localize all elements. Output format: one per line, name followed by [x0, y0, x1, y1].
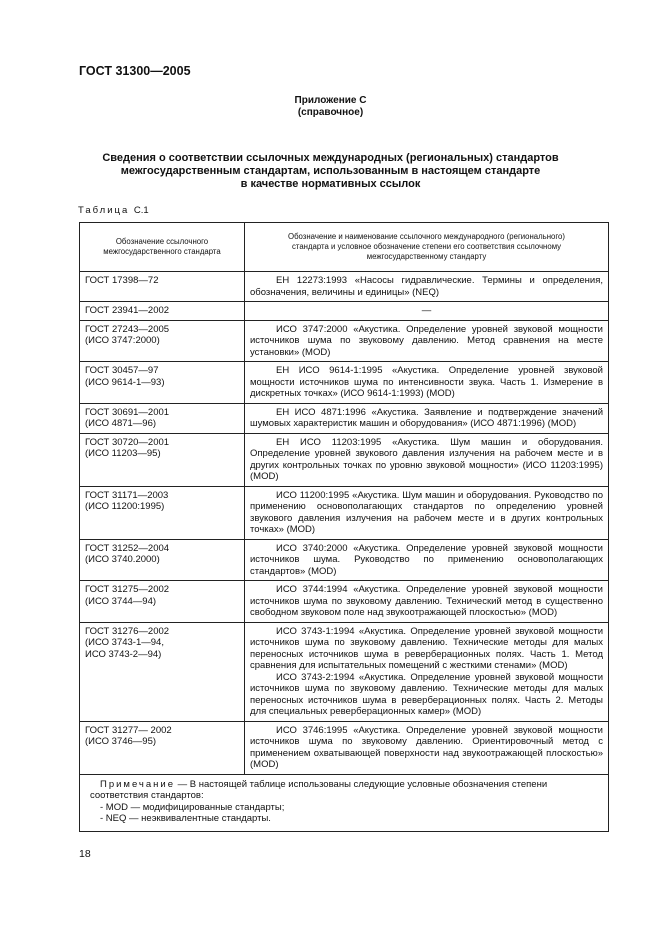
annex-title: Приложение С — [294, 95, 367, 106]
correspondence-table — [79, 222, 609, 832]
standard-cell: ИСО 11200:1995 «Акустика. Шум машин и оборудования. Руководство по применению основополагающих стандартов по определению уровней звукового давления излучения на рабочем месте и в других контрольных точках» (MOD) — [245, 486, 609, 539]
table-note-row — [80, 774, 609, 831]
standard-cell: — — [245, 302, 609, 321]
table-row — [80, 622, 609, 721]
gost-cell: ГОСТ 31276—2002 (ИСО 3743-1—94, ИСО 3743-2—94) — [80, 622, 245, 721]
gost-cell: ГОСТ 31277— 2002 (ИСО 3746—95) — [80, 721, 245, 774]
table-label-word: Таблица — [78, 205, 130, 216]
standard-cell — [245, 622, 609, 721]
table-row — [80, 320, 609, 362]
note-item: - NEQ — неэквивалентные стандарты. — [100, 813, 271, 824]
table-row — [80, 433, 609, 486]
table-row — [80, 721, 609, 774]
column-header-gost: Обозначение ссылочного межгосударственного стандарта — [80, 223, 245, 272]
table-row — [80, 539, 609, 581]
gost-cell: ГОСТ 30691—2001 (ИСО 4871—96) — [80, 403, 245, 433]
section-title — [80, 152, 581, 191]
table-label — [78, 205, 149, 216]
standard-paragraph: ИСО 3743-2:1994 «Акустика. Определение уровней звуковой мощности источников шума по звуковому давлению. Технические методы для малых переносных источников шума в реверберационных полях. Часть 2. Методы для специальных реверберационных камер» (MOD) — [250, 671, 603, 717]
standard-paragraph: ИСО 3743-1:1994 «Акустика. Определение уровней звуковой мощности источников шума по звуковому давлению. Технические методы для малых переносных источников шума в реверберационных полях. Часть 1. Метод сравнения для испытательных помещений с жесткими стенами» (MOD) — [250, 625, 603, 671]
standard-cell: ЕН 12273:1993 «Насосы гидравлические. Термины и определения, обозначения, величины и единицы» (NEQ) — [245, 272, 609, 302]
standard-cell: ИСО 3747:2000 «Акустика. Определение уровней звуковой мощности источников шума по звуковому давлению. Метод сравнения на месте установки» (MOD) — [245, 320, 609, 362]
note-label: Примечание — [100, 778, 175, 790]
standard-cell: ЕН ИСО 11203:1995 «Акустика. Шум машин и оборудования. Определение уровней звукового давления излучения на рабочем месте и в других контрольных точках по уровню звуковой мощности» (ИСО 11203:1995) (MOD) — [245, 433, 609, 486]
note-item: - MOD — модифицированные стандарты; — [100, 801, 285, 813]
page-number: 18 — [79, 848, 91, 860]
gost-cell: ГОСТ 31171—2003 (ИСО 11200:1995) — [80, 486, 245, 539]
note-text — [90, 779, 598, 802]
note-body: — В настоящей таблице использованы следующие условные обозначения степени соответствия стандартов: — [90, 778, 548, 801]
gost-cell: ГОСТ 31275—2002 (ИСО 3744—94) — [80, 581, 245, 623]
table-label-number: С.1 — [133, 205, 149, 216]
gost-cell: ГОСТ 17398—72 — [80, 272, 245, 302]
table-note — [80, 774, 609, 831]
table-row — [80, 403, 609, 433]
title-line: межгосударственным стандартам, использованным в настоящем стандарте — [120, 165, 541, 177]
table-row — [80, 581, 609, 623]
table-header-row — [80, 223, 609, 272]
table-row — [80, 486, 609, 539]
table-row — [80, 362, 609, 404]
gost-cell: ГОСТ 30457—97 (ИСО 9614-1—93) — [80, 362, 245, 404]
gost-cell: ГОСТ 31252—2004 (ИСО 3740.2000) — [80, 539, 245, 581]
standard-cell: ЕН ИСО 4871:1996 «Акустика. Заявление и подтверждение значений шумовых характеристик машин и оборудования» (ИСО 4871:1996) (MOD) — [245, 403, 609, 433]
table-row — [80, 272, 609, 302]
gost-cell: ГОСТ 23941—2002 — [80, 302, 245, 321]
standard-cell: ЕН ИСО 9614-1:1995 «Акустика. Определение уровней звуковой мощности источников шума по интенсивности звука. Часть 1. Измерение в дискретных точках» (ИСО 9614-1:1993) (MOD) — [245, 362, 609, 404]
table-row — [80, 302, 609, 321]
annex-subtitle: (справочное) — [297, 107, 364, 118]
document-header: ГОСТ 31300—2005 — [79, 64, 191, 78]
standard-cell: ИСО 3740:2000 «Акустика. Определение уровней звуковой мощности источников шума. Руководство по применению основополагающих стандартов» (MOD) — [245, 539, 609, 581]
standard-cell: ИСО 3744:1994 «Акустика. Определение уровней звуковой мощности источников шума по звуковому давлению. Технический метод в существенно свободном звуковом поле над звукоотражающей плоскостью» (MOD) — [245, 581, 609, 623]
title-line: в качестве нормативных ссылок — [240, 178, 421, 190]
gost-cell: ГОСТ 27243—2005 (ИСО 3747:2000) — [80, 320, 245, 362]
title-line: Сведения о соответствии ссылочных международных (региональных) стандартов — [102, 152, 559, 164]
standard-cell: ИСО 3746:1995 «Акустика. Определение уровней звуковой мощности источников шума по звуковому давлению. Ориентировочный метод с применением охватывающей поверхности над звукоотражающей плоскостью» (MOD) — [245, 721, 609, 774]
gost-cell: ГОСТ 30720—2001 (ИСО 11203—95) — [80, 433, 245, 486]
column-header-international: Обозначение и наименование ссылочного международного (регионального) стандарта и условное обозначение степени его соответствия ссылочному межгосударственному стандарту — [245, 223, 609, 272]
